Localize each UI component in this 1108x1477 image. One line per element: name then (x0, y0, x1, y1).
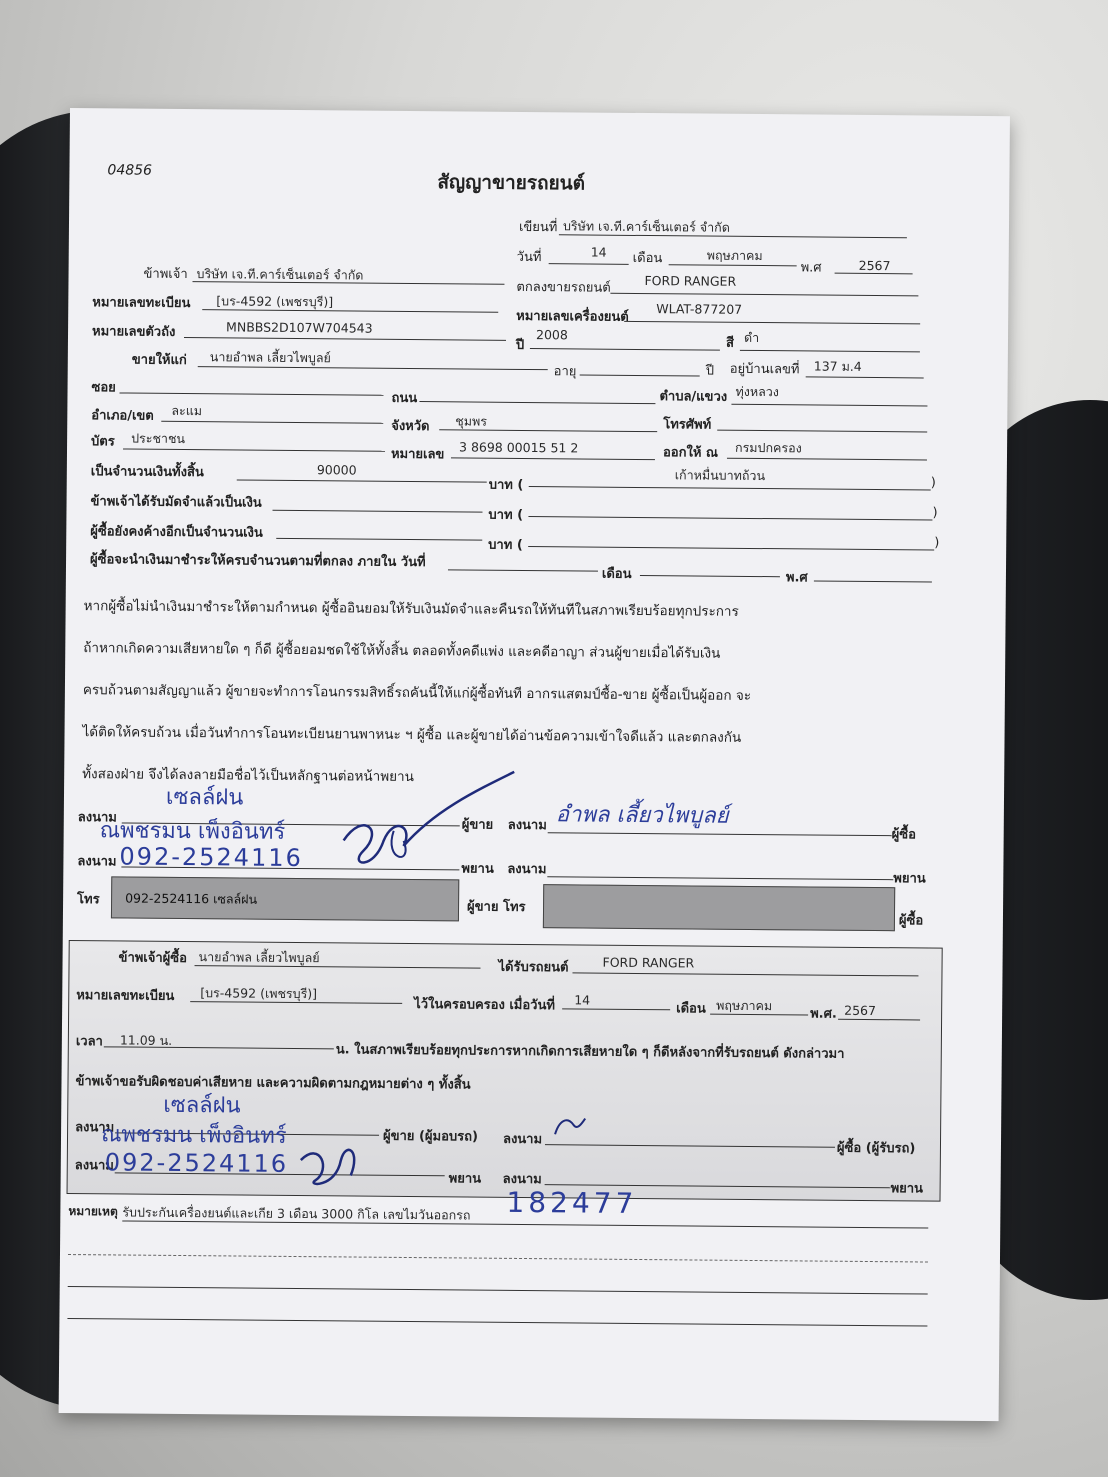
receipt-seller-signature-scribble (291, 1120, 412, 1191)
year-label: ปี (515, 337, 525, 353)
seller-signature-scribble (323, 770, 524, 882)
document-number: 04856 (107, 162, 153, 179)
receipt-year-label: พ.ศ. (810, 1006, 837, 1022)
address-label: อยู่บ้านเลขที่ (729, 361, 800, 378)
terms-line-2: ถ้าหากเกิดความเสียหายใด ๆ ก็ดี ผู้ซื้อยอมชดใช้ให้ทั้งสิ้น ตลอดทั้งคดีแพ่ง และคดีอาญา ส่วนผู้ขายเมื่อได้รับเงิน (83, 640, 721, 662)
remark-text: รับประกันเครื่องยนต์และเกีย 3 เดือน 3000 กิโล เลขไมวันออกรถ (122, 1204, 471, 1223)
card-value: ประชาชน (131, 430, 186, 447)
written-at-label: เขียนที่ (518, 219, 558, 236)
color-label: สี (725, 335, 734, 351)
receipt-buyer-sign-label: ลงนาม (502, 1131, 543, 1148)
handwritten-buyer-signature: อำพล เลี้ยวไพบูลย์ (555, 802, 729, 829)
subdistrict-value: ทุ่งหลวง (735, 383, 779, 400)
handwritten-mileage: 182477 (506, 1185, 638, 1220)
subdistrict-label: ตำบล/แขวง (659, 389, 728, 405)
car-value: FORD RANGER (644, 273, 737, 289)
deposit-label: ข้าพเจ้าได้รับมัดจำแล้วเป็นเงิน (90, 494, 262, 511)
terms-line-5: ทั้งสองฝ่าย จึงได้ลงลายมือชื่อไว้เป็นหลักฐานต่อหน้าพยาน (82, 766, 414, 786)
buyer-sign-label: ลงนาม (507, 817, 547, 834)
total-label: เป็นจำนวนเงินทั้งสิ้น (90, 464, 204, 481)
seller-sign-label: ลงนาม (77, 810, 117, 826)
receipt-seller-sign-label: ลงนาม (75, 1120, 115, 1136)
year-be-value: 2567 (858, 257, 891, 274)
card-number-label: หมายเลข (390, 446, 445, 463)
month-label: เดือน (632, 250, 663, 267)
handwritten-receipt-seller-phone: 092-2524116 (104, 1148, 289, 1178)
color-value: ดำ (743, 329, 760, 346)
written-at-value: บริษัท เจ.ที.คาร์เซ็นเตอร์ จำกัด (562, 218, 730, 235)
total-value: 90000 (316, 462, 357, 478)
card-label: บัตร (91, 434, 115, 450)
i-the-label: ข้าพเจ้า (143, 266, 188, 283)
receipt-condition: น. ในสภาพเรียบร้อยทุกประการหากเกิดการเสียหายใด ๆ ก็ดีหลังจากที่รับรถยนต์ ดังกล่าวมา (335, 1042, 845, 1062)
receipt-buyer-role: ผู้ซื้อ (ผู้รับรถ) (836, 1140, 916, 1157)
witness2-sign-label: ลงนาม (507, 861, 547, 878)
receipt-received-label: ได้รับรถยนต์ (498, 959, 569, 976)
engine-no-label: หมายเลขเครื่องยนต์ (516, 308, 629, 325)
witness1-sign-label: ลงนาม (77, 854, 117, 870)
pay-within-label: ผู้ซื้อจะนำเงินมาชำระให้ครบจำนวนตามที่ตกลง ภายใน วันที่ (89, 552, 426, 571)
reg-no-value: [บร-4592 (เพชรบุรี)] (216, 293, 334, 310)
year-value: 2008 (535, 327, 568, 343)
handwritten-seller-name: ณพชรมน เพ็งอินทร์ (99, 818, 286, 845)
buyer-role-label: ผู้ซื้อ (891, 827, 917, 843)
remark-label: หมายเหตุ (68, 1204, 118, 1219)
remaining-label: ผู้ซื้อยังคงค้างอีกเป็นจำนวนเงิน (90, 524, 263, 541)
seller-role-label: ผู้ขาย (461, 817, 494, 833)
seller-phone-role: ผู้ขาย โทร (466, 899, 526, 916)
reg-no-label: หมายเลขทะเบียน (92, 295, 191, 312)
receipt-car-value: FORD RANGER (602, 954, 695, 971)
district-value: ละแม (171, 402, 203, 419)
soi-label: ซอย (91, 380, 116, 396)
receipt-date-value: 14 (574, 992, 591, 1008)
terms-line-1: หากผู้ซื้อไม่นำเงินมาชำระให้ตามกำหนด ผู้ซื้ออินยอมให้รับเงินมัดจำและคืนรถให้ทันทีในสภาพเรียบร้อยทุกประการ (83, 598, 739, 620)
total-words-value: เก้าหมื่นบาทถ้วน (674, 467, 766, 484)
contract-paper: 04856 สัญญาขายรถยนต์ เขียนที่ บริษัท เจ.ที.คาร์เซ็นเตอร์ จำกัด วันที่ 14 เดือน พฤษภาคม พ.ศ 2567 ข้าพเจ้า บริษัท เจ.ที.คาร์เซ็นเตอร์ จำกัด ตกลงขายรถยนต์ FORD RANGER หมายเลขทะเบียน [บร-4592 (เพชรบุรี)] หมายเลขเครื่องยนต์ WLAT-877207 หมายเลขตัวถัง MNBBS2D107W704543 ปี 2008 สี ดำ ขายให้แก่ นายอำพล เลี้ยวไพบูลย์ อายุ ปี อยู่บ้านเลขที่ 137 ม.4 ซอย ถนน ตำบล/แขวง ทุ่งหลวง อำเภอ/เขต ละแม จังหวัด ชุมพร โทรศัพท์ บัตร ประชาชน หมายเลข 3 8698 00015 51 2 ออกให้ ณ กรมปกครอง เป็นจำนวนเงินทั้งสิ้น 90000 บาท ( เก้าหมื่นบาทถ้วน ) ข้าพเจ้าได้รับมัดจำแล้วเป็นเงิน บาท ( ) ผู้ซื้อยังคงค้างอีกเป็นจำนวนเงิน บาท ( ) ผู้ซื้อจะนำเงินมาชำระให้ครบจำนวนตามที่ตกลง ภายใน วันที่ เดือน พ.ศ หากผู้ซื้อไม่นำเงินมาชำระให้ตามกำหนด ผู้ซื้ออินยอมให้รับเงินมัดจำและคืนรถให้ทันทีในสภาพเรียบร้อยทุกประการ ถ้าหากเกิดความเสียหายใด ๆ ก็ดี ผู้ซื้อยอมชดใช้ให้ทั้งสิ้น ตลอดทั้งคดีแพ่ง และคดีอาญา ส่วนผู้ขายเมื่อได้รับเงิน ครบถ้วนตามสัญญาแล้ว ผู้ขายจะทำการโอนกรรมสิทธิ์รถคันนี้ให้แก่ผู้ซื้อทันที อากรแสตมป์ซื้อ-ขาย ผู้ซื้อเป็นผู้ออก จะ ได้ติดให้ครบถ้วน เมื่อวันทำการโอนทะเบียนยานพาหนะ ฯ ผู้ซื้อ และผู้ขายได้อ่านข้อความเข้าใจดีแล้ว และตกลงกัน ทั้งสองฝ่าย จึงได้ลงลายมือชื่อไว้เป็นหลักฐานต่อหน้าพยาน ลงนาม ผู้ขาย ลงนาม ผู้ซื้อ ลงนาม พยาน ลงนาม พยาน โทร 092-2524116 เซลล์ฝน ผู้ขาย โทร ผู้ซื้อ ข้าพเจ้าผู้ซื้อ นายอำพล เลี้ยวไพบูลย์ ได้รับรถยนต์ FORD RANGER หมายเลขทะเบียน [บร-4592 (เพชรบุรี)] ไว้ในครอบครอง เมื่อวันที่ 14 เดือน พฤษภาคม พ.ศ. 2567 เวลา 11.09 น. น. ในสภาพเรียบร้อยทุกประการหากเกิดการเสียหายใด ๆ ก็ดีหลังจากที่รับรถยนต์ ดังกล่าวมา ข้าพเจ้าขอรับผิดชอบค่าเสียหาย และความผิดตามกฎหมายต่าง ๆ ทั้งสิ้น ลงนาม ผู้ขาย (ผู้มอบรถ) ลงนาม ผู้ซื้อ (ผู้รับรถ) ลงนาม พยาน ลงนาม พยาน หมายเหตุ รับประกันเครื่องยนต์และเกีย 3 เดือน 3000 กิโล เลขไมวันออกรถ เซลล์ฝน ณพชรมน เพ็งอินทร์ 092-2524116 อำพล เลี้ยวไพบูลย์ เซลล์ฝน ณพชรมน เพ็งอินทร์ 092-2524116 182477 (59, 108, 1010, 1421)
receipt-buyer-value: นายอำพล เลี้ยวไพบูลย์ (198, 949, 320, 966)
seller-phone-label: โทร (77, 892, 100, 908)
document-title: สัญญาขายรถยนต์ (437, 171, 586, 195)
receipt-witness1-role: พยาน (448, 1171, 482, 1187)
handwritten-receipt-seller-name: ณพชรมน เพ็งอินทร์ (100, 1122, 287, 1149)
receipt-reg-no-value: [บร-4592 (เพชรบุรี)] (200, 985, 318, 1002)
receipt-time-label: เวลา (75, 1034, 103, 1050)
receipt-reg-no-label: หมายเลขทะเบียน (76, 988, 175, 1004)
phone-label: โทรศัพท์ (663, 417, 712, 433)
pay-month-label: เดือน (601, 566, 632, 582)
month-value: พฤษภาคม (706, 247, 763, 264)
handwritten-seller-phone: 092-2524116 (119, 842, 303, 873)
chassis-no-label: หมายเลขตัวถัง (91, 324, 176, 340)
witness1-role-label: พยาน (461, 861, 494, 877)
chassis-no-value: MNBBS2D107W704543 (226, 319, 373, 336)
agree-sell-label: ตกลงขายรถยนต์ (516, 279, 611, 296)
receipt-month-label: เดือน (676, 1001, 706, 1017)
terms-line-4: ได้ติดให้ครบถ้วน เมื่อวันทำการโอนทะเบียนยานพาหนะ ฯ ผู้ซื้อ และผู้ขายได้อ่านข้อความเข้าใจดีแล้ว และตกลงกัน (82, 724, 742, 746)
total-baht-label: บาท ( (488, 477, 524, 493)
card-number-value: 3 8698 00015 51 2 (458, 439, 579, 456)
address-value: 137 ม.4 (813, 358, 862, 374)
receipt-possession-label: ไว้ในครอบครอง เมื่อวันที่ (414, 997, 555, 1014)
engine-no-value: WLAT-877207 (656, 301, 743, 317)
year-be-label: พ.ศ (800, 260, 822, 276)
pay-year-label: พ.ศ (785, 570, 808, 586)
receipt-time-value: 11.09 น. (119, 1032, 173, 1048)
years-label: ปี (705, 363, 715, 379)
receipt-seller-role: ผู้ขาย (ผู้มอบรถ) (382, 1128, 479, 1145)
age-label: อายุ (553, 364, 577, 380)
receipt-month-value: พฤษภาคม (716, 997, 773, 1014)
deposit-baht-label: บาท ( (488, 507, 524, 523)
receipt-buyer-signature-mark (551, 1110, 591, 1140)
remaining-baht-label: บาท ( (488, 537, 523, 553)
handwritten-receipt-seller-nick: เซลล์ฝน (163, 1092, 241, 1119)
sold-to-label: ขายให้แก่ (131, 352, 187, 369)
issued-at-label: ออกให้ ณ (662, 445, 719, 461)
province-label: จังหวัด (391, 418, 430, 435)
seller-phone-printed: 092-2524116 เซลล์ฝน (125, 890, 258, 907)
buyer-phone-role: ผู้ซื้อ (898, 913, 924, 929)
receipt-i-buyer-label: ข้าพเจ้าผู้ซื้อ (118, 950, 188, 967)
terms-line-3: ครบถ้วนตามสัญญาแล้ว ผู้ขายจะทำการโอนกรรมสิทธิ์รถคันนี้ให้แก่ผู้ซื้อทันที อากรแสตมป์ซื้อ-ขาย ผู้ซื้อเป็นผู้ออก จะ (82, 682, 752, 704)
receipt-witness1-sign-label: ลงนาม (74, 1158, 114, 1174)
handwritten-seller-nick: เซลล์ฝน (165, 784, 244, 811)
province-value: ชุมพร (455, 413, 488, 429)
seller-value: บริษัท เจ.ที.คาร์เซ็นเตอร์ จำกัด (196, 266, 364, 283)
district-label: อำเภอ/เขต (91, 408, 154, 424)
road-label: ถนน (391, 390, 418, 407)
issued-at-value: กรมปกครอง (734, 439, 802, 456)
witness2-role-label: พยาน (893, 871, 926, 887)
receipt-witness2-role: พยาน (890, 1181, 924, 1197)
receipt-year-value: 2567 (844, 1002, 877, 1019)
buyer-value: นายอำพล เลี้ยวไพบูลย์ (209, 349, 331, 366)
receipt-witness2-sign-label: ลงนาม (502, 1171, 542, 1188)
date-label: วันที่ (516, 249, 542, 266)
receipt-responsibility: ข้าพเจ้าขอรับผิดชอบค่าเสียหาย และความผิดตามกฎหมายต่าง ๆ ทั้งสิ้น (75, 1074, 471, 1093)
date-value: 14 (590, 244, 607, 260)
